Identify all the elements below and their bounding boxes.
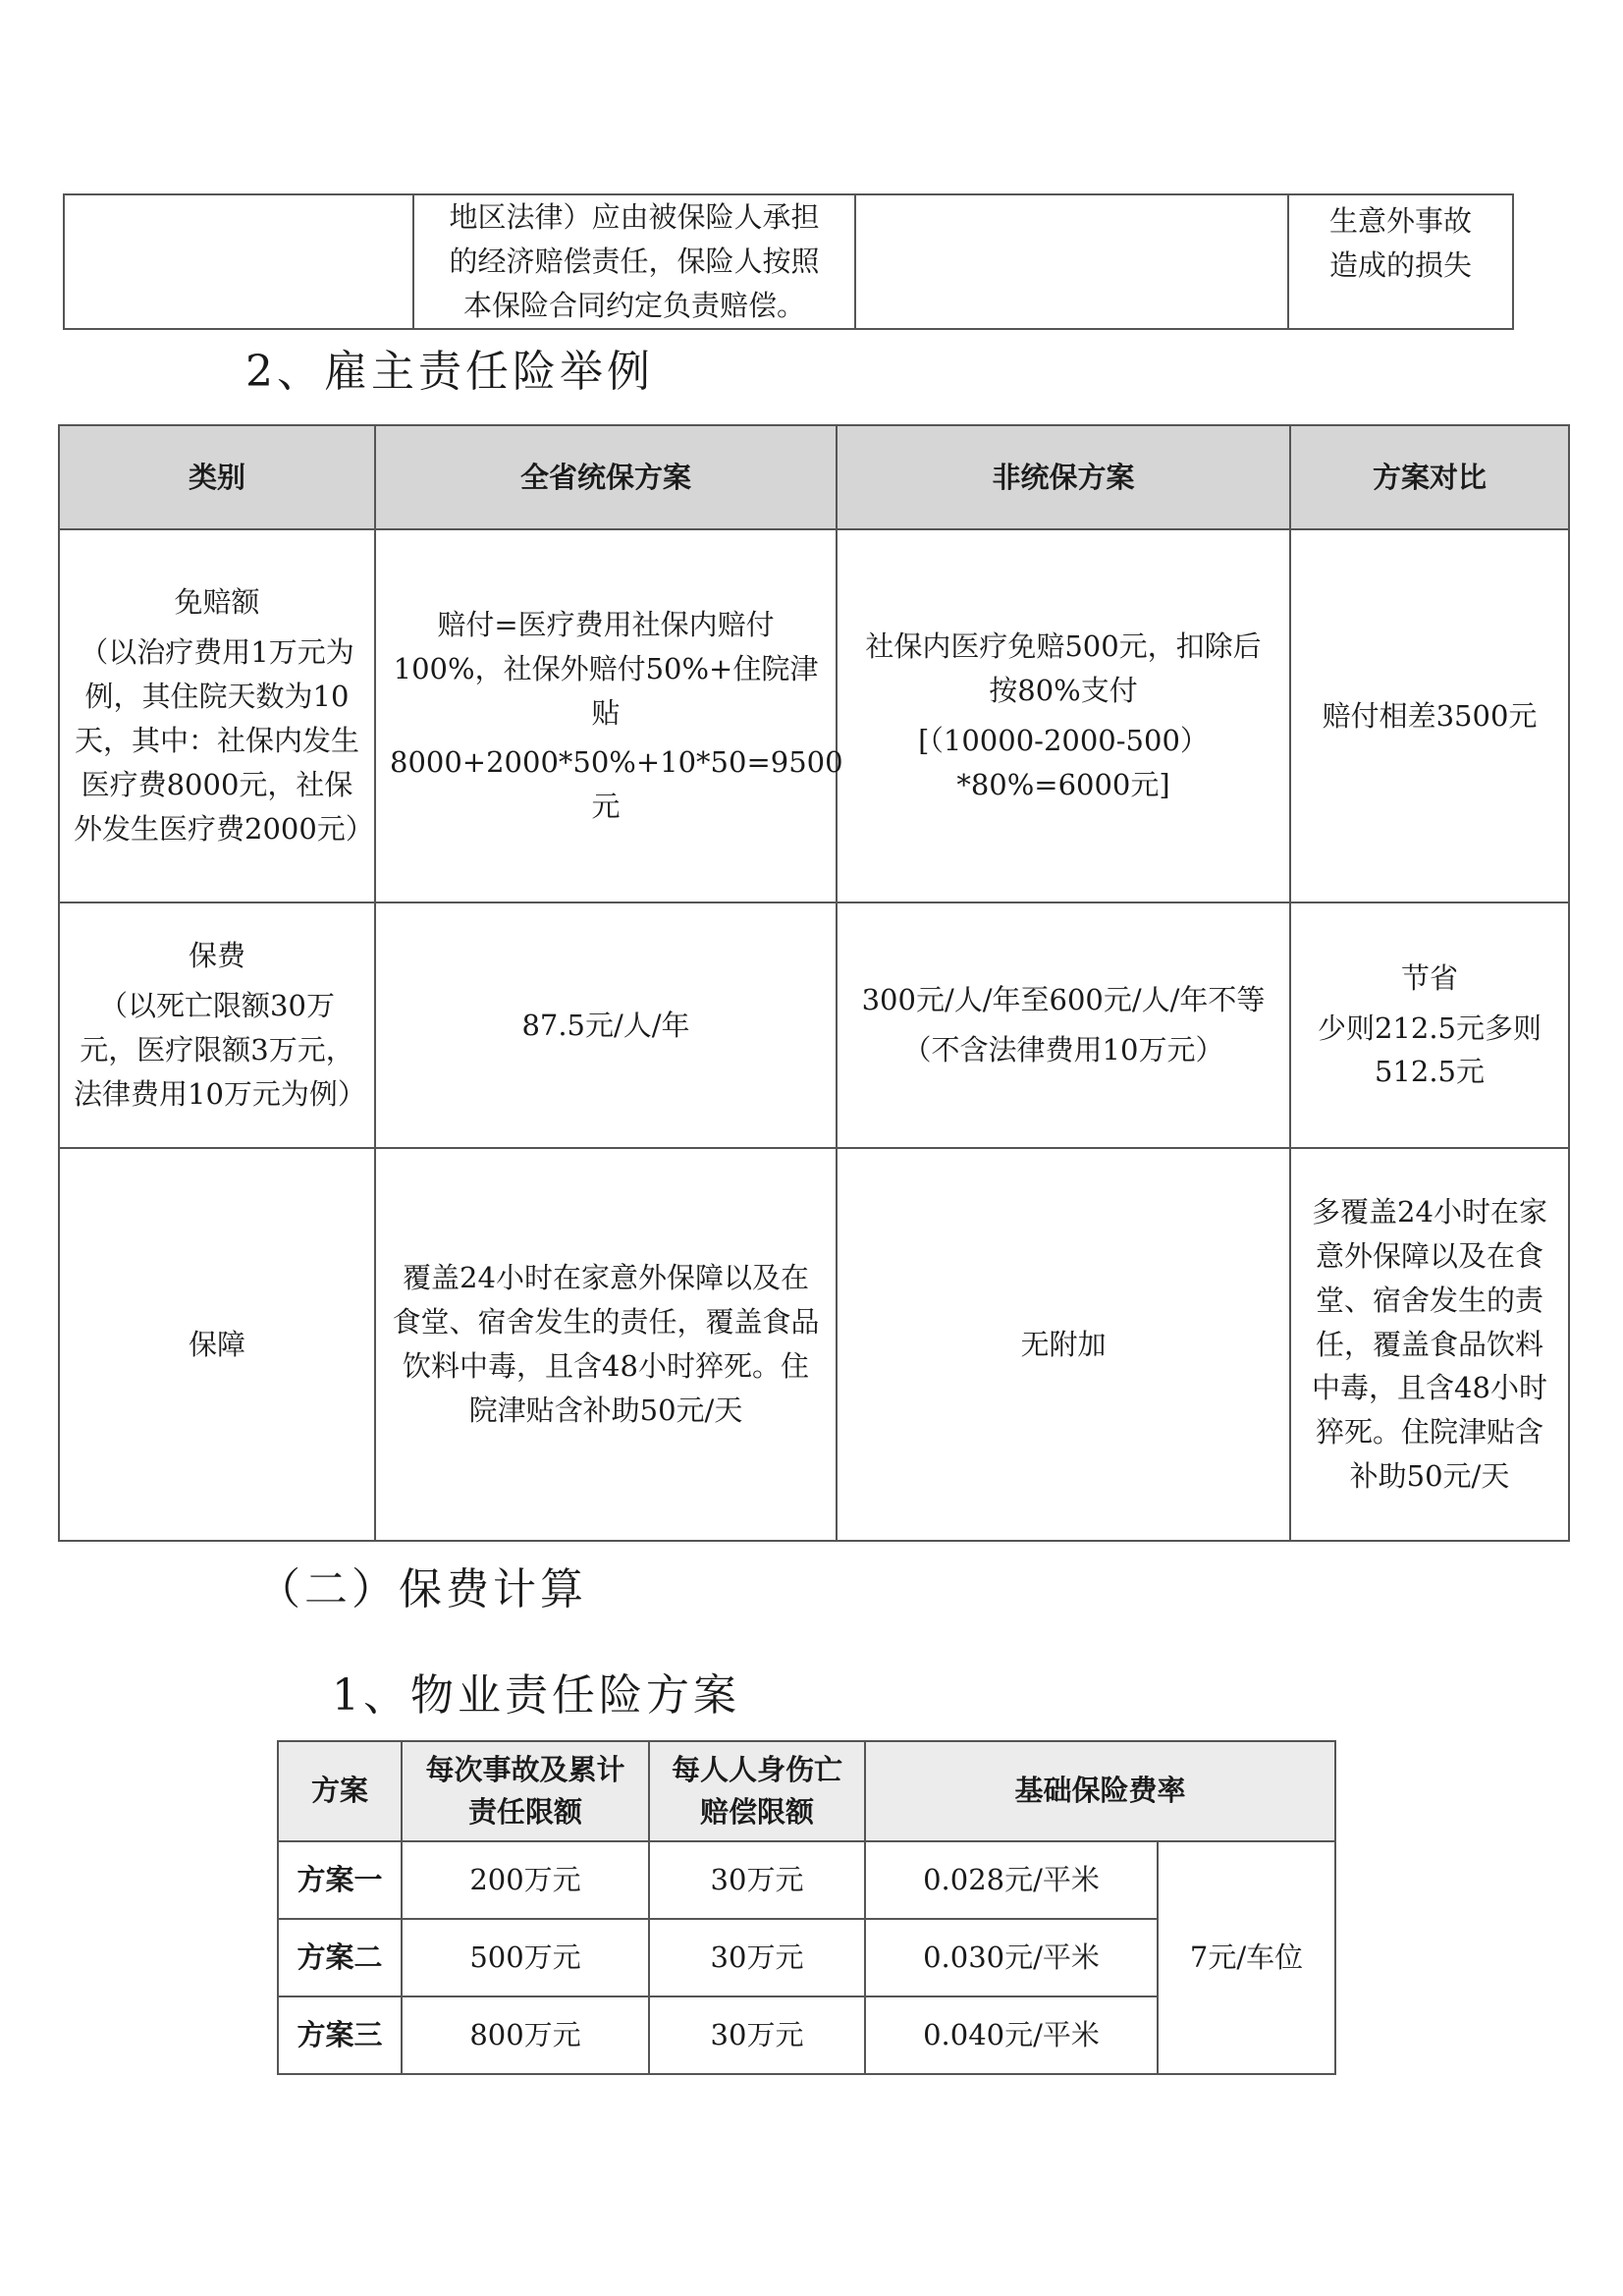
- category-cell: [59, 1148, 375, 1541]
- category-note: （以死亡限额30万元，医疗限额3万元，法律费用10万元为例）: [74, 989, 366, 1111]
- rate-cell: 0.030元/平米: [865, 1919, 1158, 1996]
- section-heading-property-liability: 1、物业责任险方案: [332, 1670, 740, 1721]
- per-person-cell: 30万元: [649, 1841, 865, 1919]
- category-cell: [59, 529, 375, 902]
- cell-text: 300元/人/年至600元/人/年不等: [861, 983, 1266, 1017]
- category-label: 保费: [188, 939, 245, 973]
- cell-text: 87.5元/人/年: [521, 1008, 690, 1042]
- plan-name: 方案二: [278, 1919, 402, 1996]
- comparison-cell: [1290, 529, 1569, 902]
- parking-rate-cell: 7元/车位: [1158, 1841, 1335, 2074]
- limit-cell: 200万元: [402, 1841, 649, 1919]
- non-unified-plan-cell: [837, 529, 1290, 902]
- limit-cell: 500万元: [402, 1919, 649, 1996]
- section-heading-employer-liability: 2、雇主责任险举例: [245, 347, 654, 397]
- rate-cell: 0.028元/平米: [865, 1841, 1158, 1919]
- cell-text: 节省: [1400, 960, 1458, 995]
- table-row: [278, 1841, 1335, 1919]
- category-cell: [59, 902, 375, 1148]
- column-header: 方案: [278, 1741, 402, 1841]
- column-header: 全省统保方案: [375, 425, 837, 529]
- table-row: [64, 194, 1513, 329]
- section-heading-premium-calculation: （二）保费计算: [257, 1564, 587, 1614]
- cell-text: 无附加: [1020, 1327, 1107, 1361]
- per-person-cell: 30万元: [649, 1996, 865, 2074]
- table-cell: [1288, 194, 1513, 329]
- unified-plan-cell: [375, 1148, 837, 1541]
- cell-text: 8000+2000*50%+10*50=9500元: [390, 745, 843, 824]
- property-liability-table: [277, 1740, 1336, 2075]
- cell-text: 赔付=医疗费用社保内赔付100%，社保外赔付50%+住院津贴: [393, 607, 819, 730]
- continued-liability-table: [63, 193, 1514, 330]
- cell-line: 本保险合同约定负责赔偿。: [462, 288, 805, 322]
- non-unified-plan-cell: [837, 902, 1290, 1148]
- column-header: 基础保险费率: [865, 1741, 1335, 1841]
- column-header: 方案对比: [1290, 425, 1569, 529]
- table-header-row: [59, 425, 1569, 529]
- per-person-cell: 30万元: [649, 1919, 865, 1996]
- column-header: 每次事故及累计责任限额: [402, 1741, 649, 1841]
- unified-plan-cell: [375, 529, 843, 902]
- cell-text: 覆盖24小时在家意外保障以及在食堂、宿舍发生的责任，覆盖食品饮料中毒，且含48小时猝死。住院津贴含补助50元/天: [392, 1261, 820, 1427]
- cell-text: 多覆盖24小时在家意外保障以及在食堂、宿舍发生的责任，覆盖食品饮料中毒，且含48小时猝死。住院津贴含补助50元/天: [1312, 1194, 1547, 1494]
- category-label: 保障: [188, 1327, 245, 1361]
- cell-line: 生意外事故: [1328, 204, 1472, 238]
- table-row: [59, 529, 1569, 902]
- comparison-cell: [1290, 902, 1569, 1148]
- cell-line: 的经济赔偿责任，保险人按照: [449, 244, 820, 278]
- cell-text: 社保内医疗免赔500元，扣除后按80%支付: [865, 629, 1262, 708]
- limit-cell: 800万元: [402, 1996, 649, 2074]
- unified-plan-cell: [375, 902, 837, 1148]
- non-unified-plan-cell: [837, 1148, 1290, 1541]
- plan-name: 方案一: [278, 1841, 402, 1919]
- plan-name: 方案三: [278, 1996, 402, 2074]
- cell-text: [（10000-2000-500）*80%=6000元]: [918, 724, 1209, 801]
- table-header-row: [278, 1741, 1335, 1841]
- comparison-cell: [1290, 1148, 1569, 1541]
- category-label: 免赔额: [174, 585, 260, 620]
- cell-text: （不含法律费用10万元）: [902, 1033, 1224, 1066]
- employer-liability-table: [58, 424, 1570, 1542]
- cell-text: 赔付相差3500元: [1322, 698, 1538, 733]
- cell-text: 少则212.5元多则512.5元: [1317, 1011, 1542, 1089]
- table-cell: [64, 194, 413, 329]
- column-header: 每人人身伤亡赔偿限额: [649, 1741, 865, 1841]
- table-row: [59, 1148, 1569, 1541]
- rate-cell: 0.040元/平米: [865, 1996, 1158, 2074]
- table-cell: [855, 194, 1288, 329]
- table-row: [59, 902, 1569, 1148]
- cell-line: 造成的损失: [1328, 247, 1472, 282]
- column-header: 非统保方案: [837, 425, 1290, 529]
- column-header: 类别: [59, 425, 375, 529]
- cell-line: 地区法律）应由被保险人承担: [449, 200, 820, 234]
- category-note: （以治疗费用1万元为例，其住院天数为10天，其中：社保内发生医疗费8000元，社保外发生医疗费2000元）: [74, 635, 374, 846]
- table-cell: [413, 194, 855, 329]
